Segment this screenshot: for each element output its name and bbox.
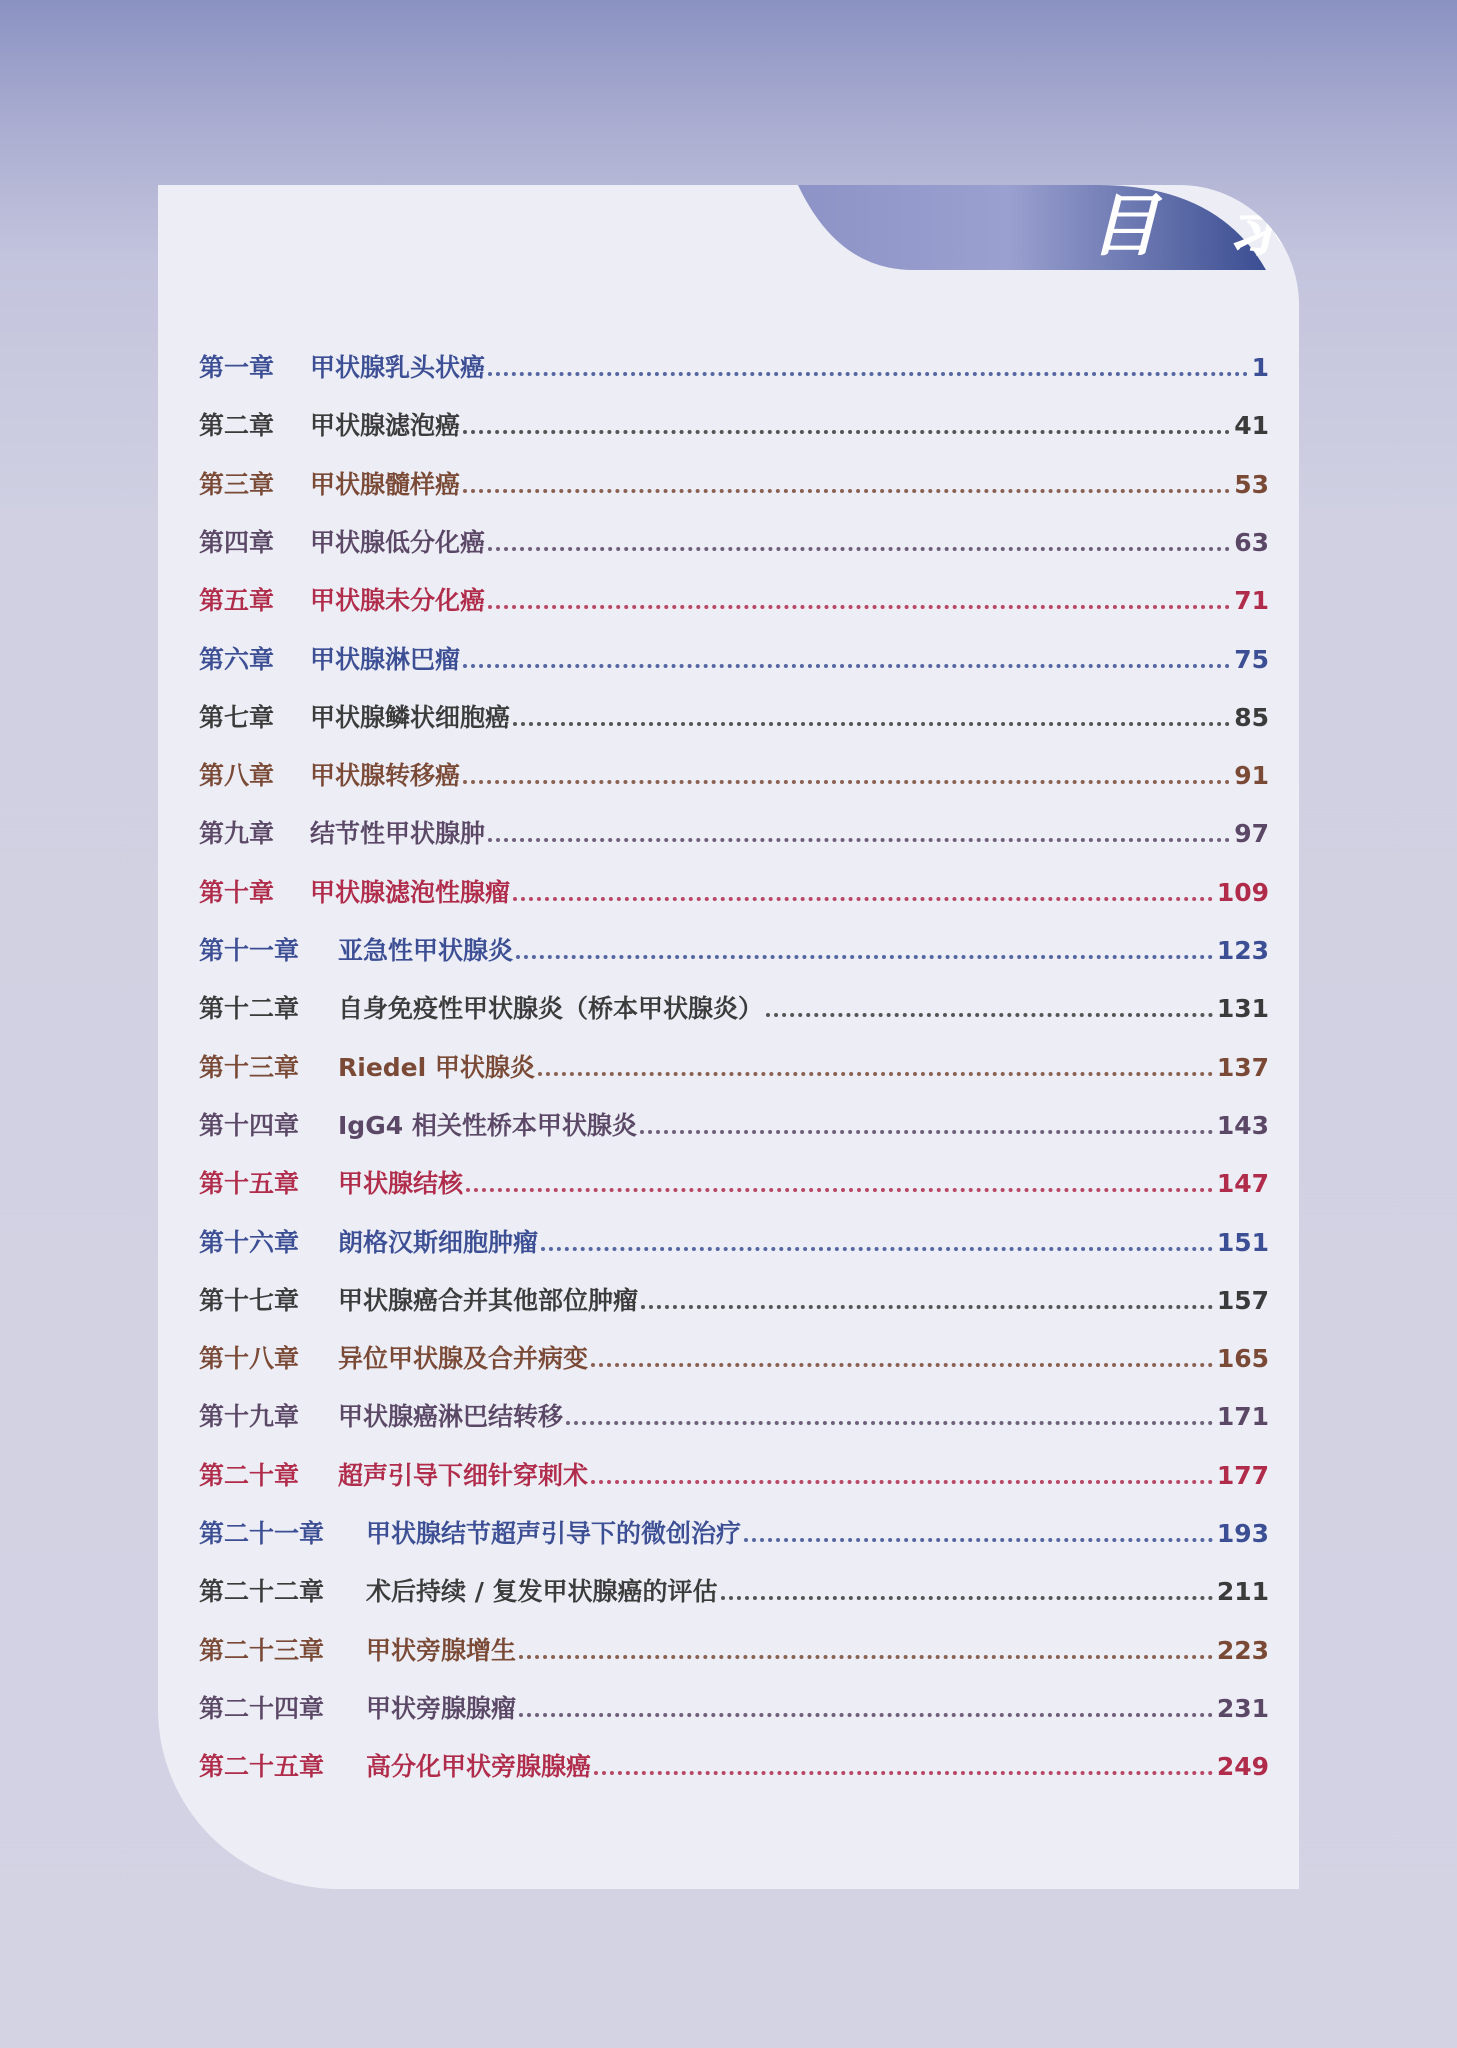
dot-leader xyxy=(766,1013,1213,1017)
chapter-title: 术后持续 / 复发甲状腺癌的评估 xyxy=(366,1577,718,1607)
chapter-title: 甲状腺结核 xyxy=(338,1169,464,1199)
chapter-number: 第十四章 xyxy=(199,1110,300,1140)
toc-entry[interactable] xyxy=(199,1220,1269,1260)
toc-entry[interactable] xyxy=(199,928,1269,968)
page-number: 75 xyxy=(1234,644,1269,674)
chapter-number: 第二十一章 xyxy=(199,1519,325,1548)
toc-entry[interactable] xyxy=(199,753,1269,793)
dot-leader xyxy=(519,1713,1213,1717)
page-number: 157 xyxy=(1216,1285,1269,1315)
dot-leader xyxy=(466,1188,1213,1192)
dot-leader xyxy=(488,547,1230,551)
chapter-number: 第八章 xyxy=(199,761,275,791)
chapter-number: 第一章 xyxy=(199,353,275,382)
toc-entry[interactable] xyxy=(199,637,1269,677)
toc-entry[interactable] xyxy=(199,345,1269,385)
dot-leader xyxy=(488,838,1230,842)
page-number: 143 xyxy=(1216,1110,1269,1140)
chapter-title: 甲状腺转移癌 xyxy=(310,761,461,791)
page-number: 193 xyxy=(1216,1519,1269,1548)
page-number: 123 xyxy=(1216,936,1269,965)
page-number: 223 xyxy=(1216,1635,1269,1665)
page-number: 91 xyxy=(1234,761,1269,791)
chapter-number: 第九章 xyxy=(199,819,275,849)
chapter-title: 甲状腺滤泡性腺瘤 xyxy=(310,877,511,907)
chapter-title: 结节性甲状腺肿 xyxy=(310,819,486,849)
chapter-title: 甲状腺淋巴瘤 xyxy=(310,644,461,674)
page-number: 63 xyxy=(1234,527,1269,557)
page-number: 97 xyxy=(1234,819,1269,849)
toc-entry[interactable] xyxy=(199,1045,1269,1085)
page-number: 165 xyxy=(1216,1344,1269,1374)
page-number: 53 xyxy=(1234,469,1269,499)
chapter-number: 第十三章 xyxy=(199,1052,300,1082)
dot-leader xyxy=(538,1072,1213,1076)
page-number: 137 xyxy=(1216,1052,1269,1082)
chapter-number: 第十二章 xyxy=(199,994,300,1024)
page-number: 1 xyxy=(1251,353,1269,382)
toc-entry[interactable] xyxy=(199,1569,1269,1609)
title-char-1: 目 xyxy=(1090,187,1159,266)
chapter-title: 甲状旁腺增生 xyxy=(366,1635,517,1665)
dot-leader xyxy=(641,1305,1213,1309)
chapter-number: 第六章 xyxy=(199,644,275,674)
toc-entry[interactable] xyxy=(199,578,1269,618)
chapter-number: 第二章 xyxy=(199,411,275,441)
toc-entry[interactable] xyxy=(199,520,1269,560)
page-title xyxy=(798,185,1299,270)
chapter-title: 朗格汉斯细胞肿瘤 xyxy=(338,1227,539,1257)
chapter-title: 高分化甲状旁腺腺癌 xyxy=(366,1752,592,1782)
dot-leader xyxy=(463,780,1230,784)
chapter-number: 第三章 xyxy=(199,469,275,499)
page-number: 71 xyxy=(1234,586,1269,616)
chapter-title: 甲状旁腺腺瘤 xyxy=(366,1693,517,1723)
toc-entry[interactable] xyxy=(199,811,1269,851)
toc-entry[interactable] xyxy=(199,1453,1269,1493)
page-number: 211 xyxy=(1216,1577,1269,1607)
chapter-title: 甲状腺癌淋巴结转移 xyxy=(338,1402,564,1432)
dot-leader xyxy=(744,1538,1213,1542)
page-number: 231 xyxy=(1216,1693,1269,1723)
toc-entry[interactable] xyxy=(199,695,1269,735)
dot-leader xyxy=(488,605,1230,609)
chapter-title: Riedel 甲状腺炎 xyxy=(338,1052,535,1082)
chapter-number: 第二十二章 xyxy=(199,1577,325,1607)
dot-leader xyxy=(463,430,1230,434)
toc-entry[interactable] xyxy=(199,1511,1269,1551)
chapter-number: 第二十五章 xyxy=(199,1752,325,1782)
page-number: 147 xyxy=(1216,1169,1269,1199)
chapter-title: 亚急性甲状腺炎 xyxy=(338,936,514,965)
chapter-title: 甲状腺乳头状癌 xyxy=(310,353,486,382)
chapter-number: 第二十四章 xyxy=(199,1693,325,1723)
toc-entry[interactable] xyxy=(199,1278,1269,1318)
chapter-number: 第十九章 xyxy=(199,1402,300,1432)
dot-leader xyxy=(513,897,1213,901)
toc-entry[interactable] xyxy=(199,1686,1269,1726)
chapter-number: 第十六章 xyxy=(199,1227,300,1257)
chapter-number: 第十一章 xyxy=(199,936,300,965)
chapter-title: 甲状腺髓样癌 xyxy=(310,469,461,499)
dot-leader xyxy=(721,1596,1213,1600)
toc-entry[interactable] xyxy=(199,1103,1269,1143)
title-tab xyxy=(798,185,1299,270)
toc-panel xyxy=(158,185,1299,1889)
chapter-number: 第二十三章 xyxy=(199,1635,325,1665)
dot-leader xyxy=(591,1480,1213,1484)
dot-leader xyxy=(594,1771,1213,1775)
page-number: 249 xyxy=(1216,1752,1269,1782)
toc-entry[interactable] xyxy=(199,870,1269,910)
chapter-number: 第十八章 xyxy=(199,1344,300,1374)
toc-entry[interactable] xyxy=(199,986,1269,1026)
chapter-number: 第十五章 xyxy=(199,1169,300,1199)
toc-entry[interactable] xyxy=(199,1336,1269,1376)
dot-leader xyxy=(519,1655,1213,1659)
dot-leader xyxy=(566,1421,1213,1425)
page-number: 109 xyxy=(1216,877,1269,907)
dot-leader xyxy=(591,1363,1213,1367)
dot-leader xyxy=(541,1247,1213,1251)
page-number: 177 xyxy=(1216,1460,1269,1490)
page-number: 131 xyxy=(1216,994,1269,1024)
toc-entry[interactable] xyxy=(199,1394,1269,1434)
dot-leader xyxy=(640,1130,1213,1134)
page-number: 151 xyxy=(1216,1227,1269,1257)
chapter-number: 第五章 xyxy=(199,586,275,616)
dot-leader xyxy=(488,372,1248,376)
dot-leader xyxy=(516,955,1213,959)
chapter-title: 甲状腺鳞状细胞癌 xyxy=(310,702,511,732)
page-number: 171 xyxy=(1216,1402,1269,1432)
toc-entry[interactable] xyxy=(199,403,1269,443)
toc-entry[interactable] xyxy=(199,1628,1269,1668)
toc-entry[interactable] xyxy=(199,462,1269,502)
dot-leader xyxy=(463,489,1230,493)
toc-entry[interactable] xyxy=(199,1744,1269,1784)
page-number: 41 xyxy=(1234,411,1269,441)
chapter-title: 甲状腺癌合并其他部位肿瘤 xyxy=(338,1285,639,1315)
dot-leader xyxy=(463,664,1230,668)
chapter-number: 第十七章 xyxy=(199,1285,300,1315)
chapter-title: IgG4 相关性桥本甲状腺炎 xyxy=(338,1110,637,1140)
chapter-title: 甲状腺未分化癌 xyxy=(310,586,486,616)
chapter-title: 甲状腺结节超声引导下的微创治疗 xyxy=(366,1519,742,1548)
chapter-title: 甲状腺滤泡癌 xyxy=(310,411,461,441)
chapter-number: 第四章 xyxy=(199,527,275,557)
chapter-number: 第二十章 xyxy=(199,1460,300,1490)
toc-entry[interactable] xyxy=(199,1161,1269,1201)
chapter-title: 自身免疫性甲状腺炎（桥本甲状腺炎） xyxy=(338,994,764,1024)
title-char-2: 录 xyxy=(1230,187,1299,266)
chapter-title: 超声引导下细针穿刺术 xyxy=(338,1460,589,1490)
chapter-title: 异位甲状腺及合并病变 xyxy=(338,1344,589,1374)
page-number: 85 xyxy=(1234,702,1269,732)
chapter-number: 第十章 xyxy=(199,877,275,907)
dot-leader xyxy=(513,722,1230,726)
chapter-number: 第七章 xyxy=(199,702,275,732)
chapter-title: 甲状腺低分化癌 xyxy=(310,527,486,557)
